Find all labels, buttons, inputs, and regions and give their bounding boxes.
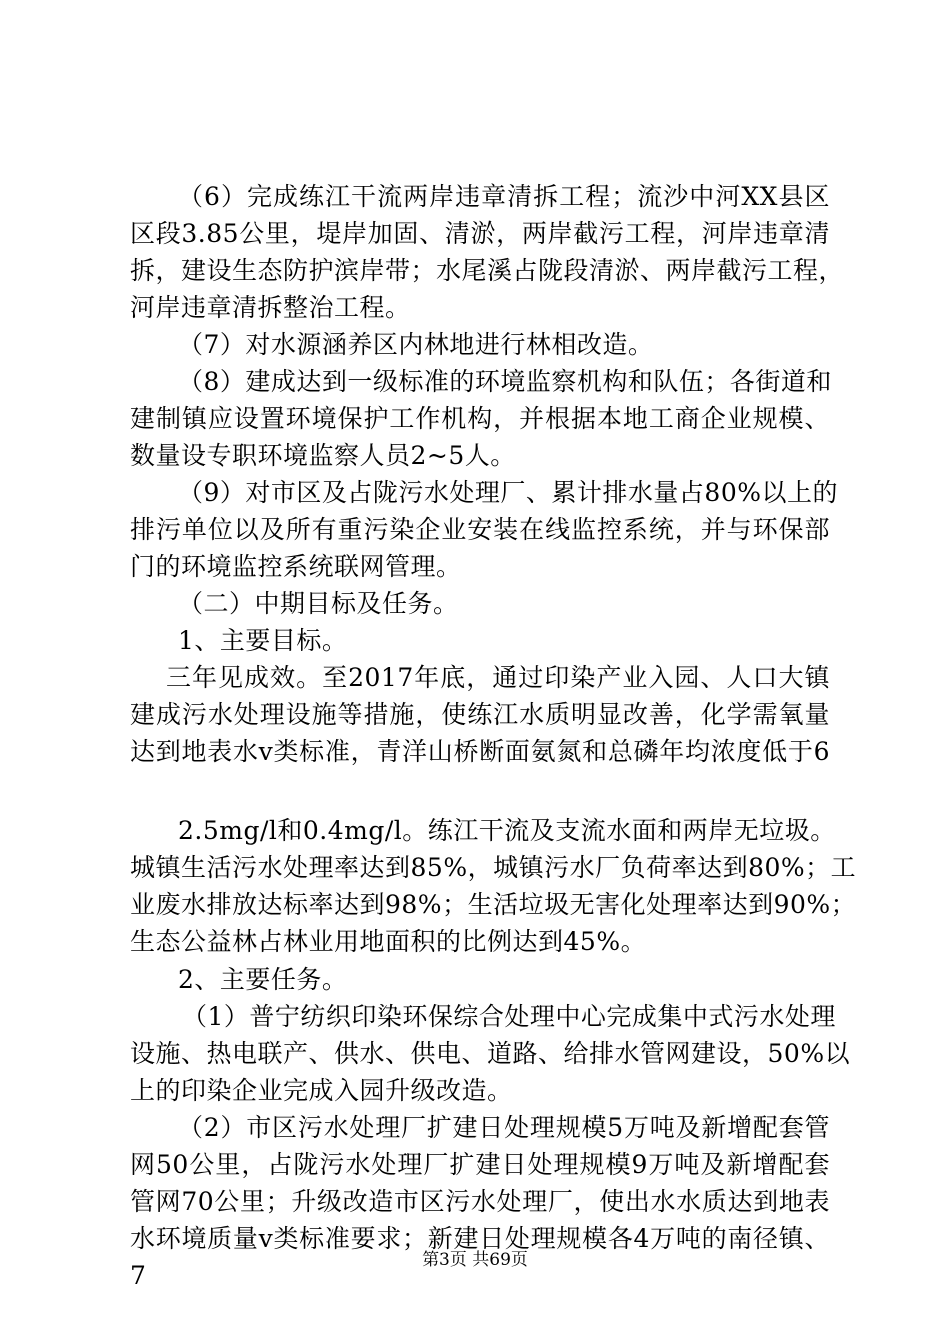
text-line: 门的环境监控系统联网管理。 <box>130 552 462 581</box>
text-line: 排污单位以及所有重污染企业安装在线监控系统，并与环保部 <box>130 515 830 544</box>
text-line: 设施、热电联产、供水、供电、道路、给排水管网建设，50%以 <box>130 1039 851 1068</box>
text-line: 业废水排放达标率达到98%；生活垃圾无害化处理率达到90%； <box>130 890 857 919</box>
paragraph-task-9 <box>130 474 838 585</box>
heading-main-goals <box>130 622 830 659</box>
text-line: （6）完成练江干流两岸违章清拆工程；流沙中河XX县区 <box>178 182 830 211</box>
text-line: 河岸违章清拆整治工程。 <box>130 293 411 322</box>
section-heading: 2、主要任务。 <box>178 965 348 994</box>
text-line: 7 <box>130 1261 147 1290</box>
paragraph-task-1 <box>130 998 851 1109</box>
paragraph-goals <box>130 659 830 770</box>
text-line: 上的印染企业完成入园升级改造。 <box>130 1076 513 1105</box>
text-line: 达到地表水v类标准，青洋山桥断面氨氮和总磷年均浓度低于6 <box>130 737 830 766</box>
text-line: 数量设专职环境监察人员2~5人。 <box>130 441 516 470</box>
heading-midterm <box>130 585 830 622</box>
text-line: 2.5mg/l和0.4mg/l。练江干流及支流水面和两岸无垃圾。 <box>178 816 836 845</box>
paragraph-goals-continued <box>130 812 857 960</box>
text-line: （1）普宁纺织印染环保综合处理中心完成集中式污水处理 <box>182 1002 836 1031</box>
text-line: （7）对水源涵养区内林地进行林相改造。 <box>178 330 654 359</box>
text-line: （2）市区污水处理厂扩建日处理规模5万吨及新增配套管 <box>178 1113 830 1142</box>
text-line: 建成污水处理设施等措施，使练江水质明显改善，化学需氧量 <box>130 700 830 729</box>
text-line: 网50公里，占陇污水处理厂扩建日处理规模9万吨及新增配套 <box>130 1150 830 1179</box>
text-line: 建制镇应设置环境保护工作机构，并根据本地工商企业规模、 <box>130 404 830 433</box>
text-line: 管网70公里；升级改造市区污水处理厂，使出水水质达到地表 <box>130 1187 830 1216</box>
text-line: 三年见成效。至2017年底，通过印染产业入园、人口大镇 <box>166 663 830 692</box>
text-line: 生态公益林占林业用地面积的比例达到45%。 <box>130 927 647 956</box>
text-line: 城镇生活污水处理率达到85%，城镇污水厂负荷率达到80%；工 <box>130 853 857 882</box>
text-line: 区段3.85公里，堤岸加固、清淤，两岸截污工程，河岸违章清 <box>130 219 830 248</box>
section-heading: （二）中期目标及任务。 <box>178 589 459 618</box>
text-line: （8）建成达到一级标准的环境监察机构和队伍；各街道和 <box>178 367 832 396</box>
text-line: 水环境质量v类标准要求；新建日处理规模各4万吨的南径镇、 <box>130 1224 830 1253</box>
paragraph-task-6 <box>130 178 845 326</box>
paragraph-task-7 <box>130 326 830 363</box>
text-line: （9）对市区及占陇污水处理厂、累计排水量占80%以上的 <box>178 478 838 507</box>
page-footer: 第3页 共69页 <box>422 1250 528 1270</box>
paragraph-task-8 <box>130 363 830 474</box>
section-heading: 1、主要目标。 <box>178 626 348 655</box>
heading-main-tasks <box>130 961 830 998</box>
text-line: 拆，建设生态防护滨岸带；水尾溪占陇段清淤、两岸截污工程， <box>130 256 845 285</box>
